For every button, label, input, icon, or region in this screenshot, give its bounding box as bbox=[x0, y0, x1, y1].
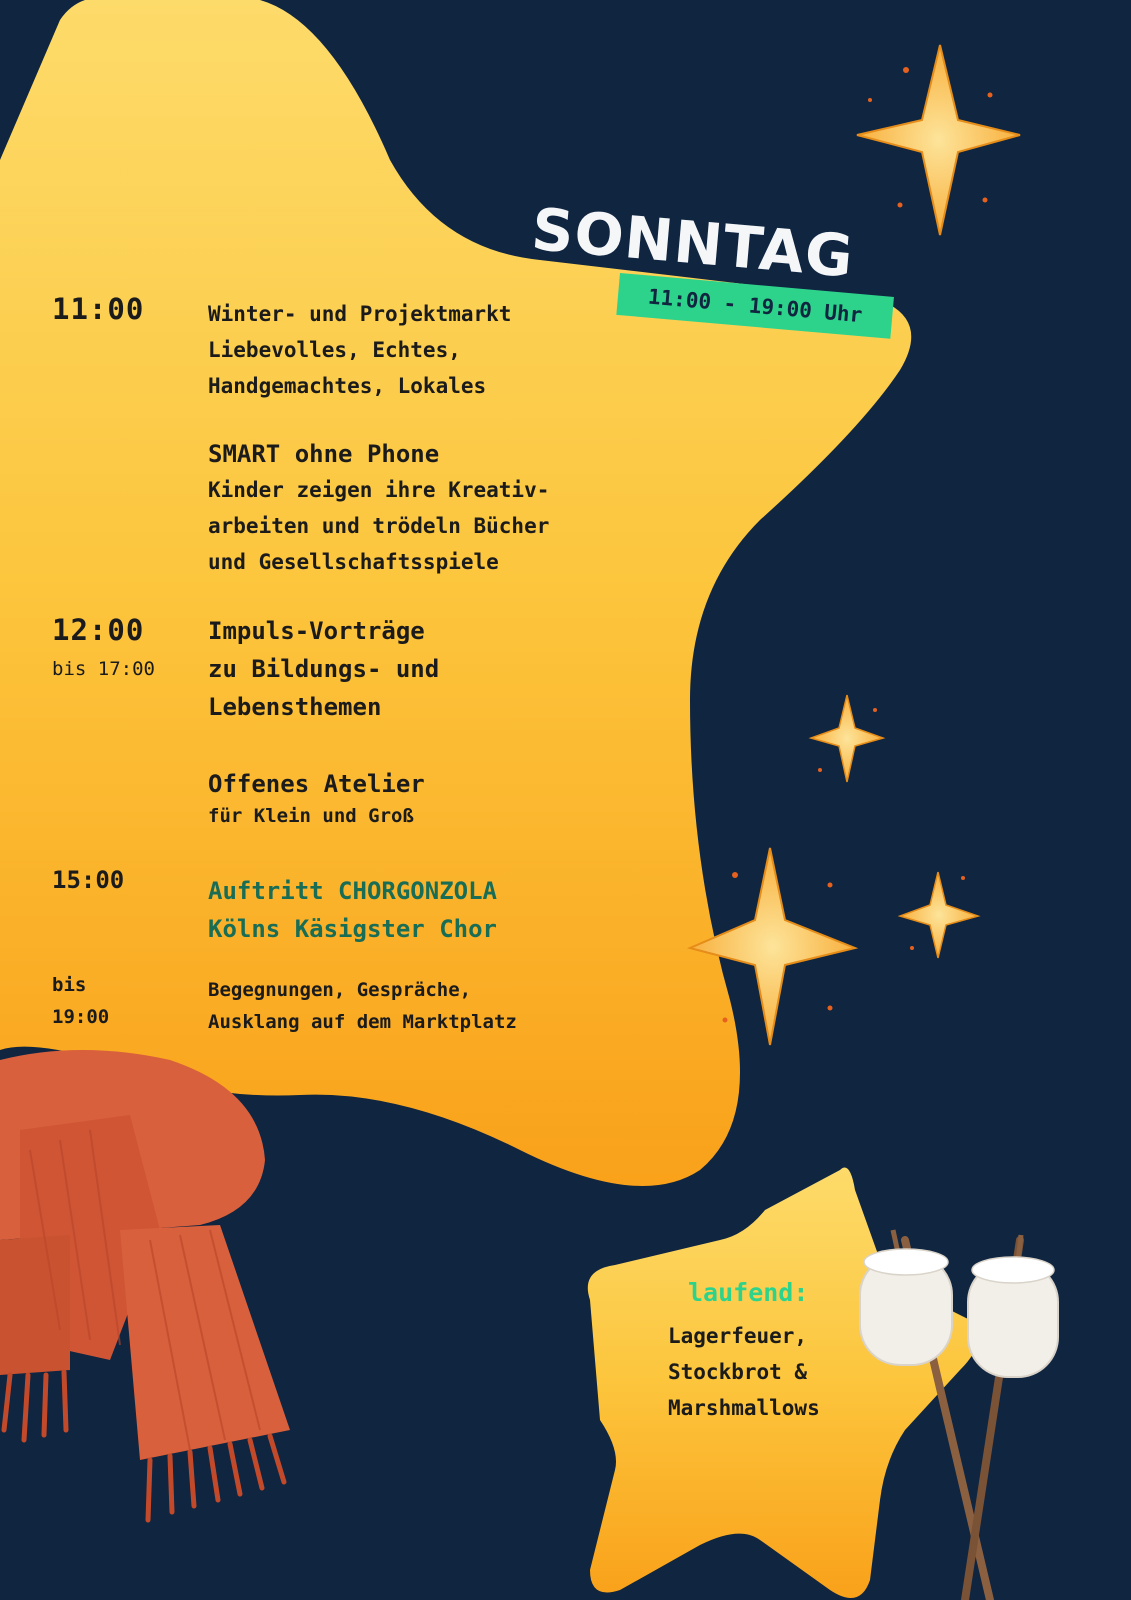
entry-line: und Gesellschaftsspiele bbox=[208, 550, 499, 574]
schedule-entry bbox=[208, 296, 511, 404]
star-icon bbox=[857, 45, 1020, 235]
running-line: Lagerfeuer, bbox=[668, 1324, 808, 1348]
schedule-time: 15:00 bbox=[52, 866, 125, 894]
entry-line: Liebevolles, Echtes, bbox=[208, 338, 461, 362]
schedule-entry bbox=[208, 440, 549, 580]
running-line: Stockbrot & bbox=[668, 1360, 808, 1384]
entry-heading: SMART ohne Phone bbox=[208, 440, 440, 468]
schedule-time-end: bis 17:00 bbox=[52, 658, 155, 680]
page-title: SONNTAG bbox=[529, 195, 857, 291]
entry-line: Lebensthemen bbox=[208, 693, 382, 721]
running-activities bbox=[668, 1318, 820, 1426]
schedule-time-end: 19:00 bbox=[52, 1006, 110, 1028]
entry-line: Kinder zeigen ihre Kreativ- bbox=[208, 478, 550, 502]
running-label: laufend: bbox=[688, 1278, 809, 1307]
entry-line: Impuls-Vorträge bbox=[208, 617, 425, 645]
schedule-time: 11:00 bbox=[52, 292, 145, 326]
entry-line: Auftritt CHORGONZOLA bbox=[208, 877, 497, 905]
entry-heading: Offenes Atelier bbox=[208, 770, 425, 798]
entry-line: für Klein und Groß bbox=[208, 805, 414, 827]
entry-line: zu Bildungs- und bbox=[208, 655, 440, 683]
schedule-entry bbox=[208, 612, 439, 726]
schedule-entry bbox=[208, 770, 425, 832]
schedule-entry bbox=[208, 872, 497, 948]
star-icon bbox=[900, 872, 978, 958]
entry-line: Begegnungen, Gespräche, bbox=[208, 979, 472, 1001]
entry-line: Winter- und Projektmarkt bbox=[208, 302, 512, 326]
entry-line: arbeiten und trödeln Bücher bbox=[208, 514, 550, 538]
star-icon bbox=[811, 695, 883, 782]
running-line: Marshmallows bbox=[668, 1396, 820, 1420]
scarf-icon bbox=[0, 1050, 290, 1520]
schedule-entry bbox=[208, 974, 517, 1038]
opening-hours-badge: 11:00 - 19:00 Uhr bbox=[616, 273, 894, 339]
schedule-time: 12:00 bbox=[52, 613, 145, 647]
entry-line: Handgemachtes, Lokales bbox=[208, 374, 487, 398]
entry-line: Ausklang auf dem Marktplatz bbox=[208, 1011, 517, 1033]
entry-line: Kölns Käsigster Chor bbox=[208, 915, 497, 943]
schedule-time: bis bbox=[52, 974, 87, 996]
